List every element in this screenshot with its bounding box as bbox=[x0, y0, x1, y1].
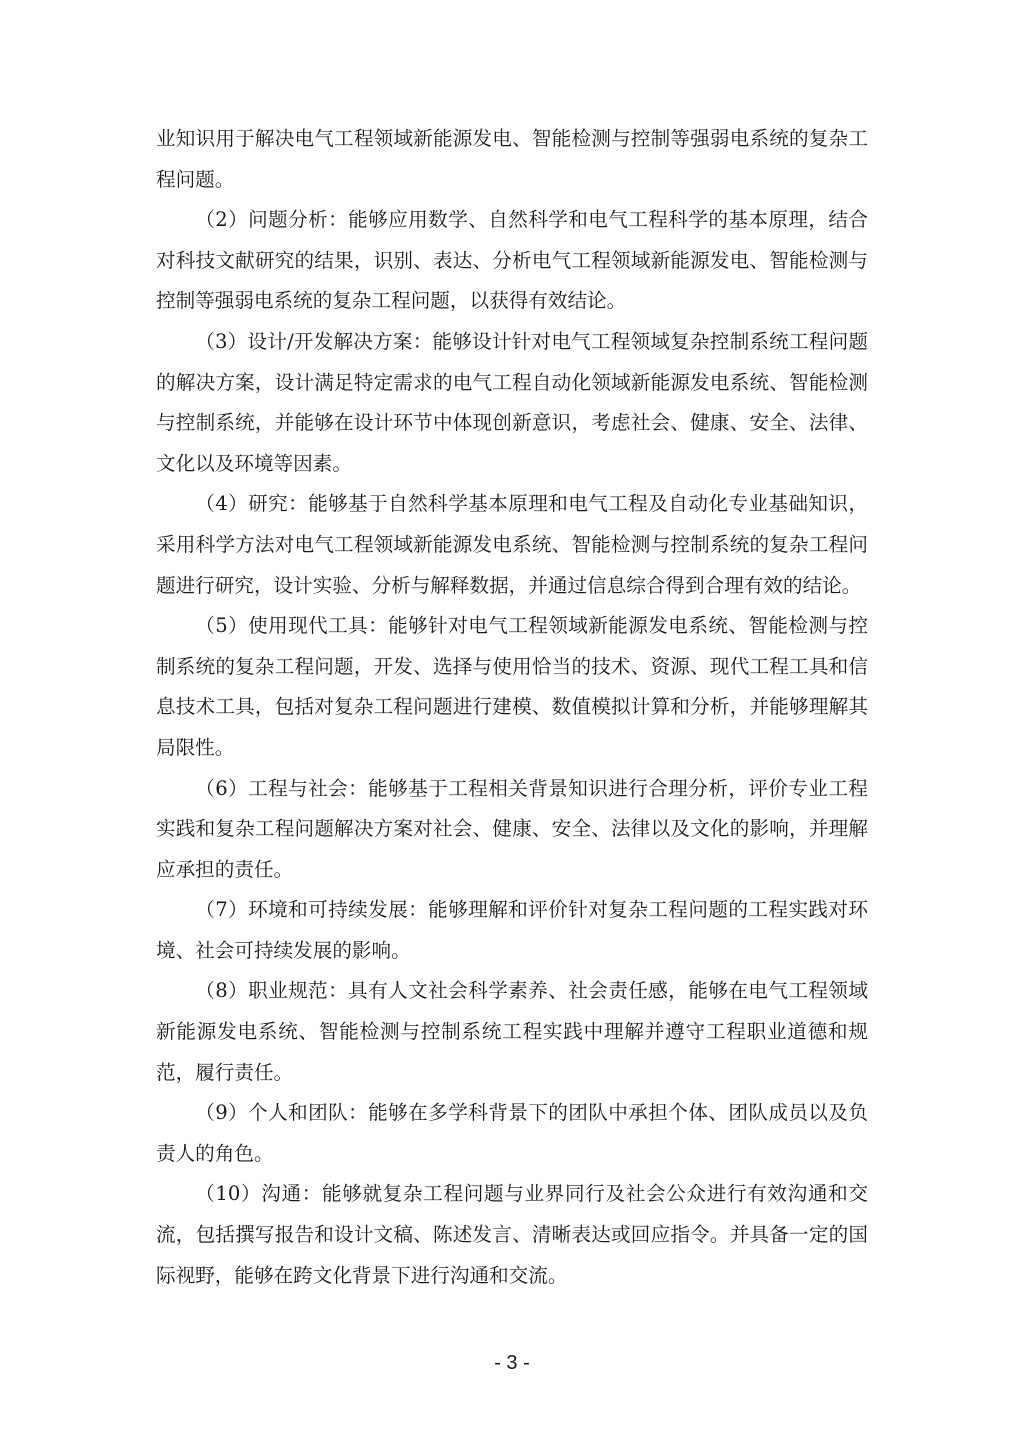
paragraph-professional-norms: （8）职业规范：具有人文社会科学素养、社会责任感，能够在电气工程领域新能源发电系统、智能检测与控制系统工程实践中理解并遵守工程职业道德和规范，履行责任。 bbox=[156, 979, 868, 1084]
paragraph-problem-analysis: （2）问题分析：能够应用数学、自然科学和电气工程科学的基本原理，结合对科技文献研究的结果，识别、表达、分析电气工程领域新能源发电、智能检测与控制等强弱电系统的复杂工程问题，以获得有效结论。 bbox=[156, 208, 868, 313]
paragraph-engineering-society: （6）工程与社会：能够基于工程相关背景知识进行合理分析，评价专业工程实践和复杂工程问题解决方案对社会、健康、安全、法律以及文化的影响，并理解应承担的责任。 bbox=[156, 776, 868, 881]
paragraph-continuation: 业知识用于解决电气工程领域新能源发电、智能检测与控制等强弱电系统的复杂工程问题。 bbox=[156, 127, 868, 191]
page-number: - 3 - bbox=[494, 1352, 530, 1374]
paragraph-environment-sustainability: （7）环境和可持续发展：能够理解和评价针对复杂工程问题的工程实践对环境、社会可持续发展的影响。 bbox=[156, 898, 868, 962]
paragraph-modern-tools: （5）使用现代工具：能够针对电气工程领域新能源发电系统、智能检测与控制系统的复杂工程问题，开发、选择与使用恰当的技术、资源、现代工程工具和信息技术工具，包括对复杂工程问题进行建模、数值模拟计算和分析，并能够理解其局限性。 bbox=[156, 614, 868, 759]
paragraph-design-development: （3）设计/开发解决方案：能够设计针对电气工程领域复杂控制系统工程问题的解决方案，设计满足特定需求的电气工程自动化领域新能源发电系统、智能检测与控制系统，并能够在设计环节中体现创新意识，考虑社会、健康、安全、法律、文化以及环境等因素。 bbox=[156, 329, 868, 475]
paragraph-research: （4）研究：能够基于自然科学基本原理和电气工程及自动化专业基础知识，采用科学方法对电气工程领域新能源发电系统、智能检测与控制系统的复杂工程问题进行研究，设计实验、分析与解释数据，并通过信息综合得到合理有效的结论。 bbox=[156, 492, 868, 597]
paragraph-communication: （10）沟通：能够就复杂工程问题与业界同行及社会公众进行有效沟通和交流，包括撰写报告和设计文稿、陈述发言、清晰表达或回应指令。并具备一定的国际视野，能够在跨文化背景下进行沟通和交流。 bbox=[156, 1182, 868, 1287]
paragraph-individual-team: （9）个人和团队：能够在多学科背景下的团队中承担个体、团队成员以及负责人的角色。 bbox=[156, 1101, 868, 1165]
document-body bbox=[156, 119, 868, 1296]
